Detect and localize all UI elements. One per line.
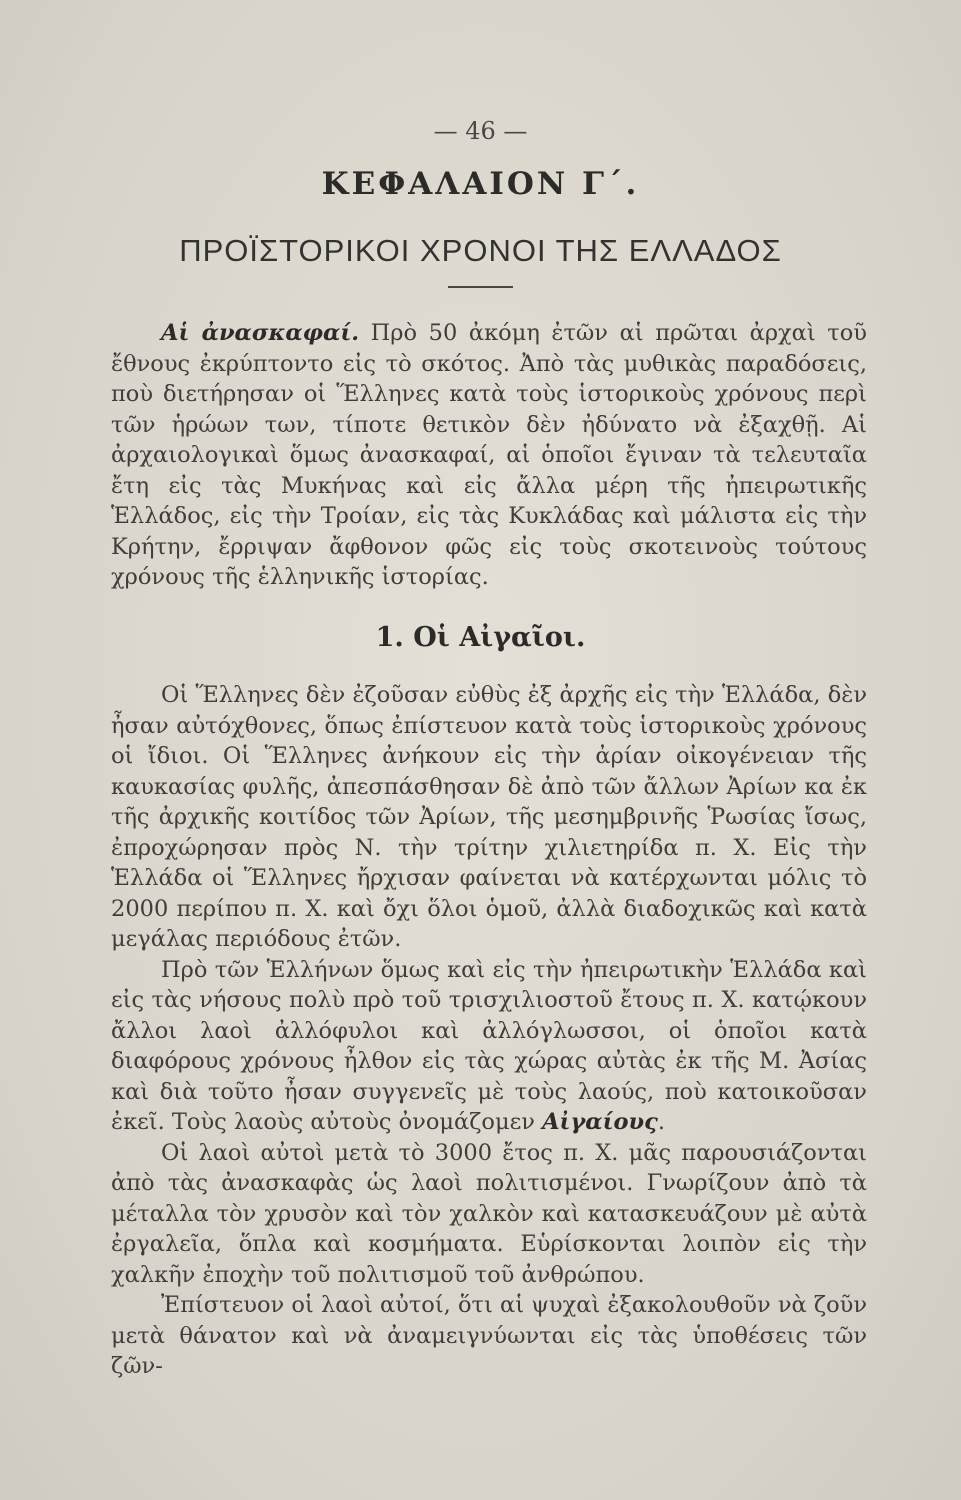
title-divider — [448, 286, 513, 288]
paragraph-2 — [111, 955, 867, 1138]
paragraph-2-emphasis: Αἰγαίους — [542, 1109, 658, 1135]
chapter-title: ΠΡΟΪΣΤΟΡΙΚΟΙ ΧΡΟΝΟΙ ΤΗΣ ΕΛΛΑΔΟΣ — [179, 233, 782, 268]
paragraph-2-text: Πρὸ τῶν Ἑλλήνων ὅμως καὶ εἰς τὴν ἠπειρωτικὴν Ἑλλάδα καὶ εἰς τὰς νήσους πολὺ πρὸ τοῦ τρισχιλιοστοῦ ἔτους π. Χ. κατῴκουν ἄλλοι λαοὶ ἀλλόφυλοι καὶ ἀλλόγλωσσοι, οἱ ὁποῖοι κατὰ διαφόρους χρόνους ἦλθον εἰς τὰς χώρας αὐτὰς ἐκ τῆς Μ. Ἀσίας καὶ διὰ τοῦτο ἦσαν συγγενεῖς μὲ τοὺς λαούς, ποὺ κατοικοῦσαν ἐκεῖ. Τοὺς λαοὺς αὐτοὺς ὀνομάζομεν — [111, 956, 867, 1135]
intro-paragraph — [111, 318, 867, 593]
intro-lead: Αἱ ἀνασκαφαί. — [161, 320, 360, 346]
intro-text: Πρὸ 50 ἀκόμη ἐτῶν αἱ πρῶται ἀρχαὶ τοῦ ἔθνους ἐκρύπτοντο εἰς τὸ σκότος. Ἀπὸ τὰς μυθικὰς παραδόσεις, ποὺ διετήρησαν οἱ Ἕλληνες κατὰ τοὺς ἱστορικοὺς χρόνους περὶ τῶν ἡρώων των, τίποτε θετικὸν δὲν ἠδύνατο νὰ ἐξαχθῇ. Αἱ ἀρχαιολογικαὶ ὅμως ἀνασκαφαί, αἱ ὁποῖοι ἔγιναν τὰ τελευταῖα ἔτη εἰς τὰς Μυκήνας καὶ εἰς ἄλλα μέρη τῆς ἠπειρωτικῆς Ἑλλάδος, εἰς τὴν Τροίαν, εἰς τὰς Κυκλάδας καὶ μάλιστα εἰς τὴν Κρήτην, ἔρριψαν ἄφθονον φῶς εἰς τοὺς σκοτεινοὺς τούτους χρόνους τῆς ἑλληνικῆς ἱστορίας. — [111, 320, 867, 590]
page-number: — 46 — — [433, 117, 528, 145]
intro-paragraph-block — [111, 318, 867, 593]
section-body — [111, 680, 867, 1382]
paragraph-2-tail: . — [657, 1109, 665, 1135]
paragraph-4: Ἐπίστευον οἱ λαοὶ αὐτοί, ὅτι αἱ ψυχαὶ ἐξακολουθοῦν νὰ ζοῦν μετὰ θάνατον καὶ νὰ ἀναμειγνύωνται εἰς τὰς ὑποθέσεις τῶν ζῶν- — [111, 1292, 867, 1379]
paragraph-1: Οἱ Ἕλληνες δὲν ἐζοῦσαν εὐθὺς ἐξ ἀρχῆς εἰς τὴν Ἑλλάδα, δὲν ἦσαν αὐτόχθονες, ὅπως ἐπίστευον κατὰ τοὺς ἱστορικοὺς χρόνους οἱ ἴδιοι. Οἱ Ἕλληνες ἀνήκουν εἰς τὴν ἀρίαν οἰκογένειαν τῆς καυκασίας φυλῆς, ἀπεσπάσθησαν δὲ ἀπὸ τῶν ἄλλων Ἀρίων κα ἐκ τῆς ἀρχικῆς κοιτίδος τῶν Ἀρίων, τῆς μεσημβρινῆς Ῥωσίας ἴσως, ἐπροχώρησαν πρὸς Ν. τὴν τρίτην χιλιετηρίδα π. Χ. Εἰς τὴν Ἑλλάδα οἱ Ἕλληνες ἤρχισαν φαίνεται νὰ κατέρχωνται μόλις τὸ 2000 περίπου π. Χ. καὶ ὄχι ὅλοι ὁμοῦ, ἀλλὰ διαδοχικῶς καὶ κατὰ μεγάλας περιόδους ἐτῶν. — [111, 682, 867, 952]
chapter-label: ΚΕΦΑΛΑΙΟΝ Γ΄. — [321, 166, 640, 202]
section-heading: 1. Οἱ Αἰγαῖοι. — [375, 622, 586, 653]
paragraph-3: Οἱ λαοὶ αὐτοὶ μετὰ τὸ 3000 ἔτος π. Χ. μᾶς παρουσιάζονται ἀπὸ τὰς ἀνασκαφὰς ὡς λαοὶ πολιτισμένοι. Γνωρίζουν ἀπὸ τὰ μέταλλα τὸν χρυσὸν καὶ τὸν χαλκὸν καὶ κατασκευάζουν μὲ αὐτὰ ἐργαλεῖα, ὅπλα καὶ κοσμήματα. Εὑρίσκονται λοιπὸν εἰς τὴν χαλκῆν ἐποχὴν τοῦ πολιτισμοῦ τοῦ ἀνθρώπου. — [111, 1139, 867, 1288]
